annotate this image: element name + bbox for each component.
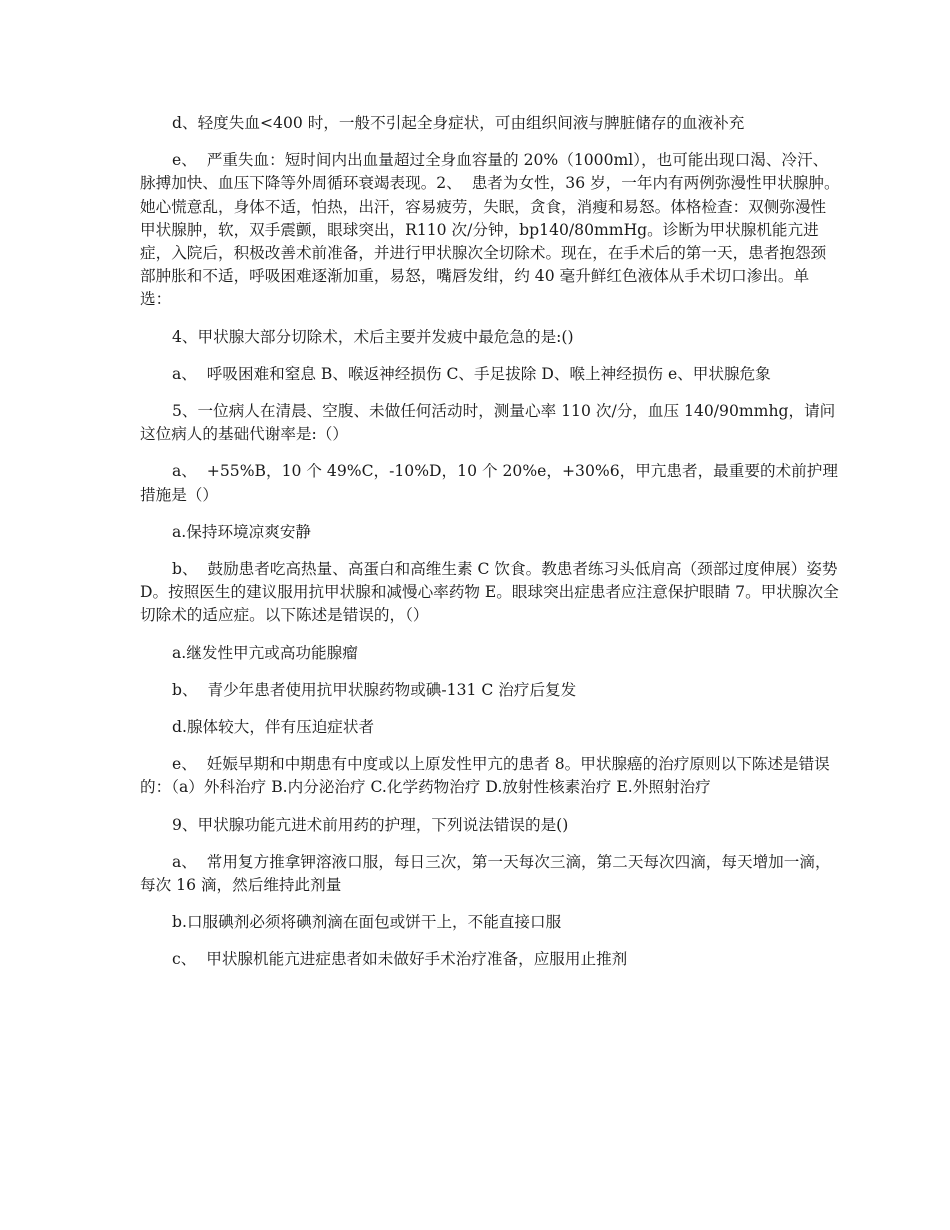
question-4-options: a、 呼吸困难和窒息 B、喉返神经损伤 C、手足拔除 D、喉上神经损伤 e、甲状腺危象 bbox=[172, 364, 771, 383]
question-4: 4、甲状腺大部分切除术，术后主要并发疲中最危急的是:() bbox=[172, 327, 574, 346]
question-5: 5、一位病人在清晨、空腹、未做任何活动时，测量心率 110 次/分，血压 140/90mmhg，请问这位病人的基础代谢率是:（） bbox=[140, 402, 836, 444]
paragraph-severe-blood-loss-case: e、 严重失血：短时间内出血量超过全身血容量的 20%（1000ml），也可能出现口渴、冷汗、脉搏加快、血压下降等外周循环衰竭表现。2、 患者为女性，36 岁，一年内有两例弥漫性甲状腺肿。她心慌意乱，身体不适，怕热，出汗，容易疲劳，失眠，贪食，消瘦和易怒。体格检查：双侧弥漫性甲状腺肿，软，双手震颤，眼球突出，R110 次/分钟，bp140/80mmHg。诊断为甲状腺机能亢进症，入院后，积极改善术前准备，并进行甲状腺次全切除术。现在，在手术后的第一天，患者抱怨颈部肿胀和不适，呼吸困难逐渐加重，易怒，嘴唇发绀，约 40 毫升鲜红色液体从手术切口渗出。单选： bbox=[140, 151, 840, 309]
paragraph-mild-blood-loss: d、轻度失血<400 时，一般不引起全身症状，可由组织间液与脾脏储存的血液补充 bbox=[172, 114, 745, 132]
question-9-option-b: b.口服碘剂必须将碘剂滴在面包或饼干上，不能直接口服 bbox=[172, 913, 562, 932]
question-9: 9、甲状腺功能亢进术前用药的护理，下列说法错误的是() bbox=[172, 815, 569, 834]
document-body bbox=[140, 112, 843, 986]
question-9-option-c: c、 甲状腺机能亢进症患者如未做好手术治疗准备，应服用止推剂 bbox=[172, 950, 628, 969]
option-b-adolescent-relapse: b、 青少年患者使用抗甲状腺药物或碘-131 C 治疗后复发 bbox=[172, 680, 577, 699]
question-5-options: a、 +55%B，10 个 49%C，-10%D，10 个 20%e，+30%6，甲亢患者，最重要的术前护理措施是（） bbox=[140, 462, 838, 504]
option-b-diet-and-question-7: b、 鼓励患者吃高热量、高蛋白和高维生素 C 饮食。教患者练习头低肩高（颈部过度伸展）姿势 D。按照医生的建议服用抗甲状腺和减慢心率药物 E。眼球突出症患者应注意保护眼睛 7。甲状腺次全切除术的适应症。以下陈述是错误的，（） bbox=[140, 560, 843, 625]
option-a-cool-environment: a.保持环境凉爽安静 bbox=[172, 522, 312, 541]
option-d-large-gland: d.腺体较大，伴有压迫症状者 bbox=[172, 718, 375, 737]
option-a-secondary-hyperthyroid: a.继发性甲亢或高功能腺瘤 bbox=[172, 643, 358, 662]
question-9-option-a: a、 常用复方推拿钾溶液口服，每日三次，第一天每次三滴，第二天每次四滴，每天增加一滴，每次 16 滴，然后维持此剂量 bbox=[140, 852, 831, 895]
option-e-pregnancy-and-question-8: e、 妊娠早期和中期患有中度或以上原发性甲亢的患者 8。甲状腺癌的治疗原则以下陈述是错误的：（a）外科治疗 B.内分泌治疗 C.化学药物治疗 D.放射性核素治疗 E.外照射治疗 bbox=[140, 755, 830, 797]
